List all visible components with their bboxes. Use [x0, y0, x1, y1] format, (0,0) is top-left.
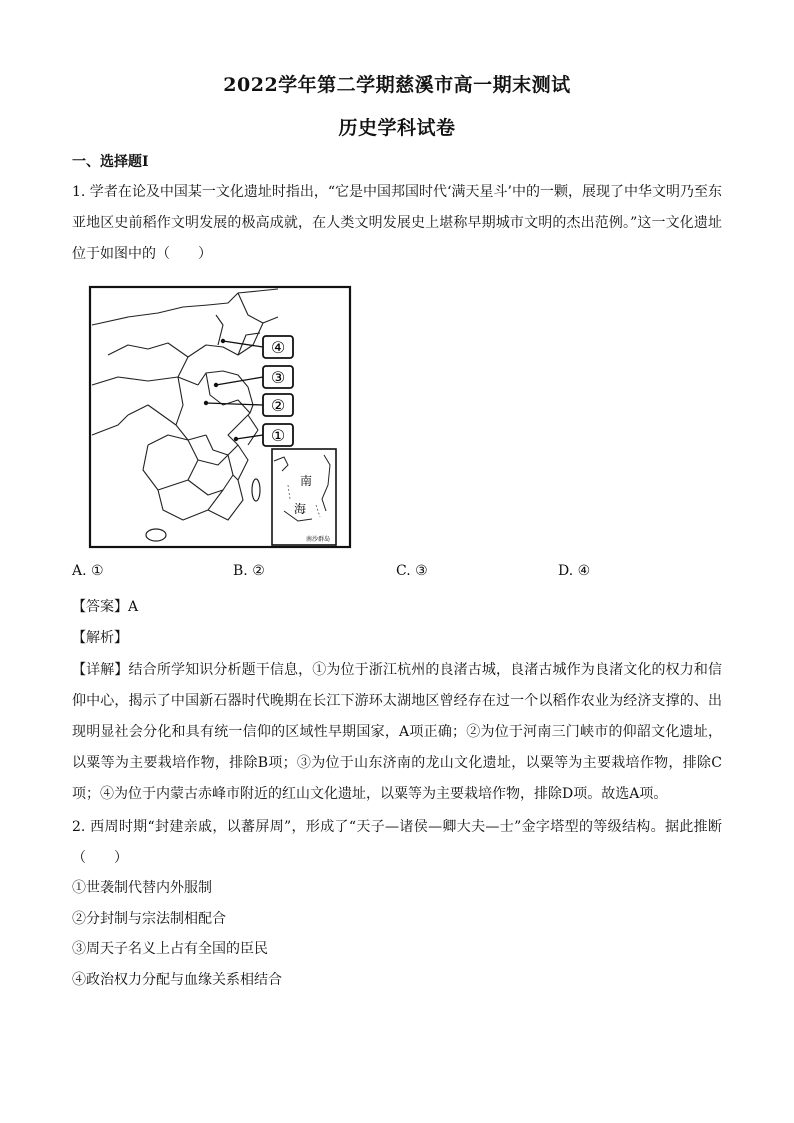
svg-text:南: 南: [299, 474, 313, 488]
option-c: C. ③: [396, 563, 428, 579]
answer-value: A: [128, 599, 139, 615]
svg-text:南沙群岛: 南沙群岛: [305, 536, 331, 543]
statement-3: ③周天子名义上占有全国的臣民: [72, 941, 268, 957]
exam-subtitle: 历史学科试卷: [338, 117, 456, 139]
svg-text:海: 海: [293, 502, 307, 516]
svg-text:③: ③: [270, 368, 286, 387]
analysis-label: 【解析】: [72, 630, 128, 646]
statement-1: ①世袭制代替内外服制: [72, 880, 212, 896]
svg-text:②: ②: [270, 396, 286, 415]
detail-explanation: [72, 655, 722, 810]
detail-text: 结合所学知识分析题干信息，①为位于浙江杭州的良渚古城，良渚古城作为良渚文化的权力和信仰中心，揭示了中国新石器时代晚期在长江下游环太湖地区曾经存在过一个以稻作农业为经济支撑的、出现明显社会分化和具有统一信仰的区域性早期国家，A项正确；②为位于河南三门峡市的仰韶文化遗址，以粟等为主要栽培作物，排除B项；③为位于山东济南的龙山文化遗址，以粟等为主要栽培作物，排除C项；④为位于内蒙古赤峰市附近的红山文化遗址，以粟等为主要栽培作物，排除D项。故选A项。: [72, 662, 723, 802]
svg-text:④: ④: [270, 338, 286, 357]
option-d: D. ④: [558, 563, 591, 579]
question-1-stem: 1. 学者在论及中国某一文化遗址时指出，“它是中国邦国时代‘满天星斗’中的一颗，展现了中华文明乃至东亚地区史前稻作文明发展的极高成就，在人类文明发展史上堪称早期城市文明的杰出范例。”这一文化遗址位于如图中的（ ）: [72, 184, 722, 262]
statement-4: ④政治权力分配与血缘关系相结合: [72, 972, 282, 988]
map-marker-4: [263, 336, 293, 358]
question-2-stem: 2. 西周时期“封建亲戚，以蕃屏周”，形成了“天子—诸侯—卿大夫—士”金字塔型的等级结构。据此推断（ ）: [72, 819, 722, 866]
option-a: A. ①: [72, 563, 104, 579]
answer-label: 【答案】: [72, 599, 128, 615]
south-china-sea-inset: [272, 449, 336, 545]
map-marker-3: [263, 366, 293, 388]
answer-line: [72, 596, 138, 616]
map-marker-2: [263, 394, 293, 416]
statement-2: ②分封制与宗法制相配合: [72, 911, 226, 927]
detail-label: 【详解】: [72, 662, 129, 678]
option-b: B. ②: [233, 563, 265, 579]
section-heading: 一、选择题Ⅰ: [72, 154, 149, 170]
china-map-figure: [88, 285, 352, 549]
exam-title: 2022学年第二学期慈溪市高一期末测试: [223, 74, 571, 96]
map-marker-1: [263, 424, 293, 446]
svg-text:①: ①: [270, 426, 286, 445]
